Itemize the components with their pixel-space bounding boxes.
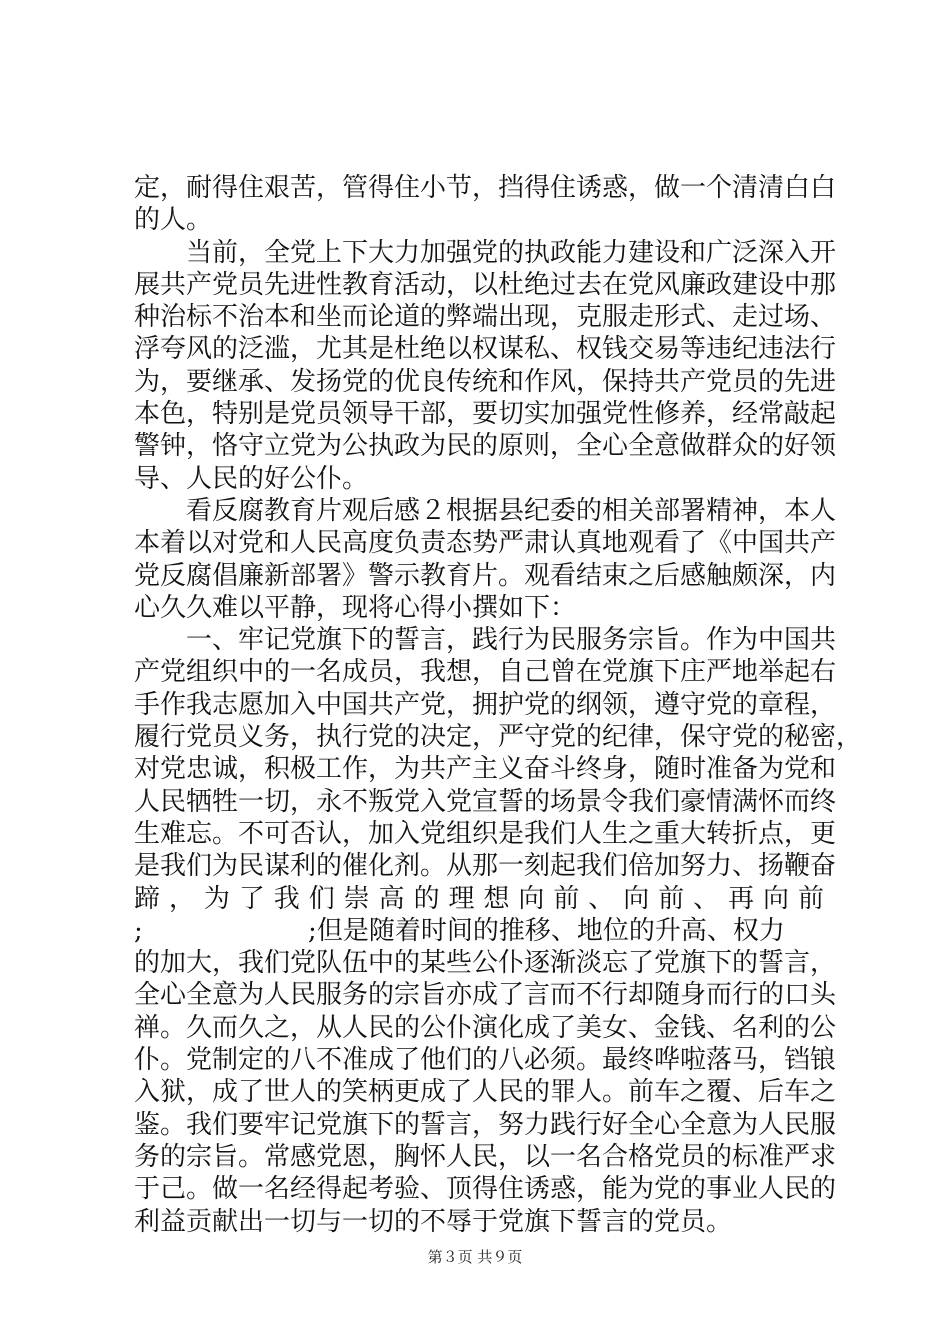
- text-line: 于己。做一名经得起考验、顶得住诱惑，能为党的事业人民的: [134, 1174, 837, 1205]
- text-line: 蹄，为了我们崇高的理想向前、向前、再向前: [134, 883, 824, 914]
- text-line: 全心全意为人民服务的宗旨亦成了言而不行却随身而行的口头: [134, 980, 837, 1011]
- text-line: 本着以对党和人民高度负责态势严肃认真地观看了《中国共产: [134, 528, 837, 559]
- text-line: 是我们为民谋利的催化剂。从那一刻起我们倍加努力、扬鞭奋: [134, 851, 837, 882]
- text-line: 党反腐倡廉新部署》警示教育片。观看结束之后感触颇深，内: [134, 560, 837, 591]
- text-line: 禅。久而久之，从人民的公仆演化成了美女、金钱、名利的公: [134, 1012, 837, 1043]
- text-line: ; ;但是随着时间的推移、地位的升高、权力: [134, 915, 785, 946]
- text-line: 展共产党员先进性教育活动，以杜绝过去在党风廉政建设中那: [134, 269, 837, 300]
- text-line: 一、牢记党旗下的誓言，践行为民服务宗旨。作为中国共: [134, 625, 837, 656]
- text-line: 导、人民的好公仆。: [134, 463, 369, 494]
- text-line: 本色，特别是党员领导干部，要切实加强党性修养，经常敲起: [134, 399, 837, 430]
- text-line: 心久久难以平静，现将心得小撰如下：: [134, 592, 577, 623]
- text-line: 看反腐教育片观后感２根据县纪委的相关部署精神，本人: [134, 495, 837, 526]
- text-line: 当前，全党上下大力加强党的执政能力建设和广泛深入开: [134, 237, 837, 268]
- page-number-footer: 第３页 共９页: [427, 1248, 523, 1266]
- text-line: 仆。党制定的八不准成了他们的八必须。最终哗啦落马，铛锒: [134, 1045, 837, 1076]
- text-line: 定，耐得住艰苦，管得住小节，挡得住诱惑，做一个清清白白: [134, 173, 837, 203]
- text-line: 的加大，我们党队伍中的某些公仆逐渐淡忘了党旗下的誓言，: [134, 948, 837, 979]
- text-line: 为，要继承、发扬党的优良传统和作风，保持共产党员的先进: [134, 366, 837, 397]
- document-body: [134, 172, 863, 1238]
- text-line: 的人。: [134, 205, 213, 236]
- text-line: 产党组织中的一名成员，我想，自己曾在党旗下庄严地举起右: [134, 657, 837, 688]
- text-line: 人民牺牲一切，永不叛党入党宣誓的场景令我们豪情满怀而终: [134, 786, 837, 817]
- text-line: 浮夸风的泛滥，尤其是杜绝以权谋私、权钱交易等违纪违法行: [134, 334, 837, 365]
- text-line: 入狱，成了世人的笑柄更成了人民的罪人。前车之覆、后车之: [134, 1077, 837, 1108]
- text-line: 对党忠诚，积极工作，为共产主义奋斗终身，随时准备为党和: [134, 754, 837, 785]
- text-line: 手作我志愿加入中国共产党，拥护党的纲领，遵守党的章程，: [134, 689, 837, 720]
- text-line: 警钟，恪守立党为公执政为民的原则，全心全意做群众的好领: [134, 431, 837, 462]
- text-line: 务的宗旨。常感党恩，胸怀人民，以一名合格党员的标准严求: [134, 1141, 837, 1172]
- text-line: 履行党员义务，执行党的决定，严守党的纪律，保守党的秘密，: [134, 722, 863, 753]
- text-line: 种治标不治本和坐而论道的弊端出现，克服走形式、走过场、: [134, 302, 837, 333]
- text-line: 生难忘。不可否认，加入党组织是我们人生之重大转折点，更: [134, 818, 837, 849]
- text-line: 利益贡献出一切与一切的不辱于党旗下誓言的党员。: [134, 1206, 733, 1237]
- text-line: 鉴。我们要牢记党旗下的誓言，努力践行好全心全意为人民服: [134, 1109, 837, 1140]
